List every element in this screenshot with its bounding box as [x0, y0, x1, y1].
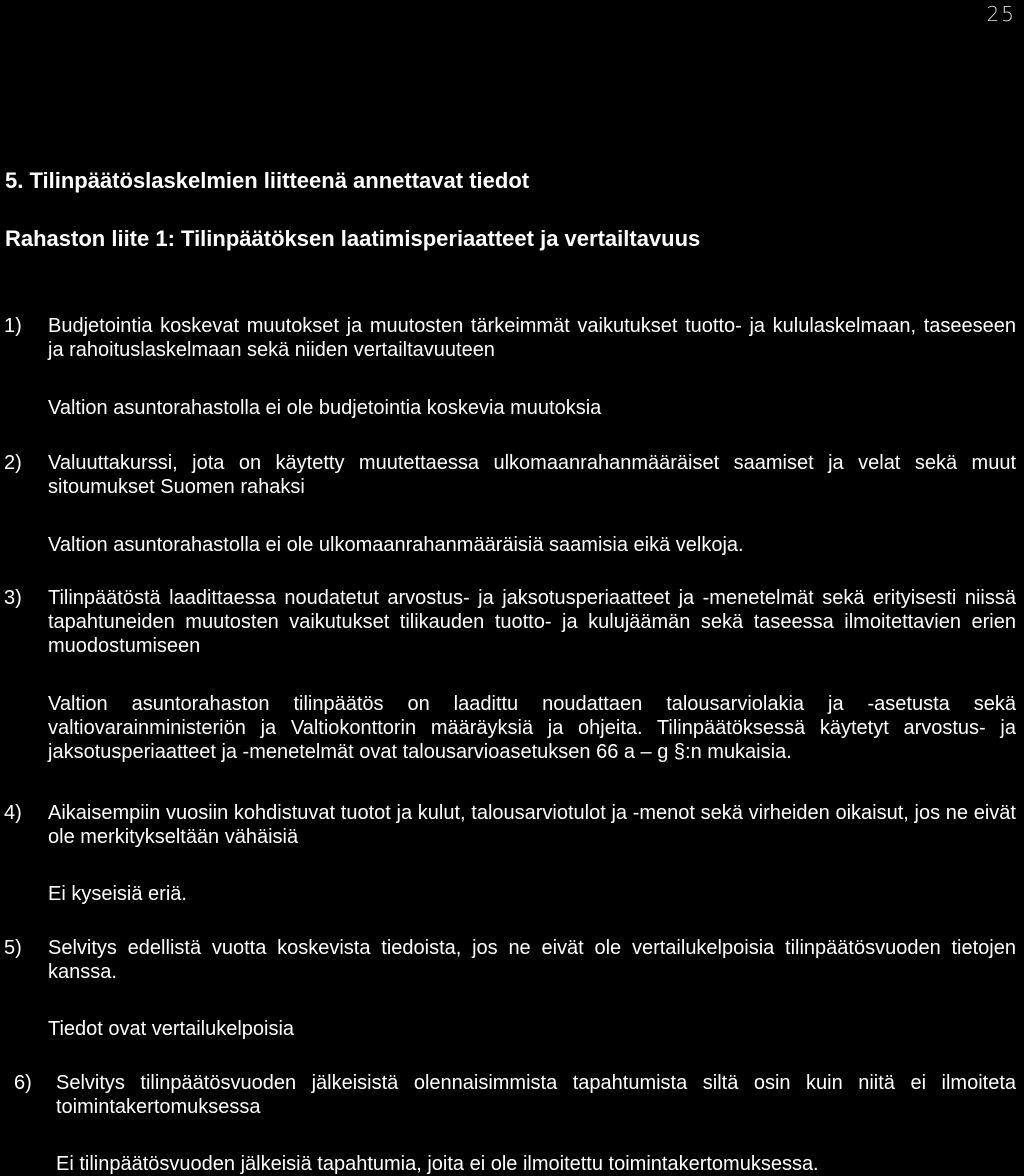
- page-number: 25: [986, 2, 1016, 26]
- item-answer: Ei kyseisiä eriä.: [48, 883, 187, 905]
- item-answer: Valtion asuntorahastolla ei ole budjetointia koskevia muutoksia: [48, 397, 602, 419]
- item-heading: Selvitys tilinpäätösvuoden jälkeisistä olennaisimmista tapahtumista siltä osin kuin niitä ei ilmoiteta toimintakertomuksessa: [56, 1072, 1016, 1118]
- item-number: 3): [4, 587, 22, 609]
- item-answer: Tiedot ovat vertailukelpoisia: [48, 1018, 295, 1040]
- section-title: 5. Tilinpäätöslaskelmien liitteenä annettavat tiedot: [5, 168, 530, 193]
- item-number: 5): [4, 937, 22, 959]
- item-number: 6): [14, 1072, 32, 1094]
- item-heading: Selvitys edellistä vuotta koskevista tiedoista, jos ne eivät ole vertailukelpoisia tilinpäätösvuoden tietojen kanssa.: [48, 937, 1016, 983]
- item-number: 1): [4, 315, 22, 337]
- subsection-title: Rahaston liite 1: Tilinpäätöksen laatimisperiaatteet ja vertailtavuus: [5, 226, 701, 251]
- item-number: 4): [4, 802, 22, 824]
- item-answer: Valtion asuntorahaston tilinpäätös on laadittu noudattaen talousarviolakia ja -asetusta sekä valtiovarainministeriön ja Valtiokonttorin määräyksiä ja ohjeita. Tilinpäätöksessä käytetyt arvostus- ja jaksotusperiaatteet ja -menetelmät ovat talousarvioasetuksen 66 a – g §:n mukaisia.: [48, 693, 1016, 763]
- item-number: 2): [4, 452, 22, 474]
- item-answer: Ei tilinpäätösvuoden jälkeisiä tapahtumia, joita ei ole ilmoitettu toimintakertomuksessa.: [56, 1153, 819, 1175]
- item-heading: Aikaisempiin vuosiin kohdistuvat tuotot ja kulut, talousarviotulot ja -menot sekä virheiden oikaisut, jos ne eivät ole merkitykseltään vähäisiä: [48, 802, 1016, 848]
- item-heading: Valuuttakurssi, jota on käytetty muutettaessa ulkomaanrahanmääräiset saamiset ja velat sekä muut sitoumukset Suomen rahaksi: [48, 452, 1016, 498]
- item-heading: Tilinpäätöstä laadittaessa noudatetut arvostus- ja jaksotusperiaatteet ja -menetelmät sekä erityisesti niissä tapahtuneiden muutosten vaikutukset tilikauden tuotto- ja kulujäämän sekä taseessa ilmoitettavien erien muodostumiseen: [48, 587, 1016, 657]
- item-answer: Valtion asuntorahastolla ei ole ulkomaanrahanmääräisiä saamisia eikä velkoja.: [48, 534, 744, 556]
- item-heading: Budjetointia koskevat muutokset ja muutosten tärkeimmät vaikutukset tuotto- ja kululaskelmaan, taseeseen ja rahoituslaskelmaan sekä niiden vertailtavuuteen: [48, 315, 1016, 361]
